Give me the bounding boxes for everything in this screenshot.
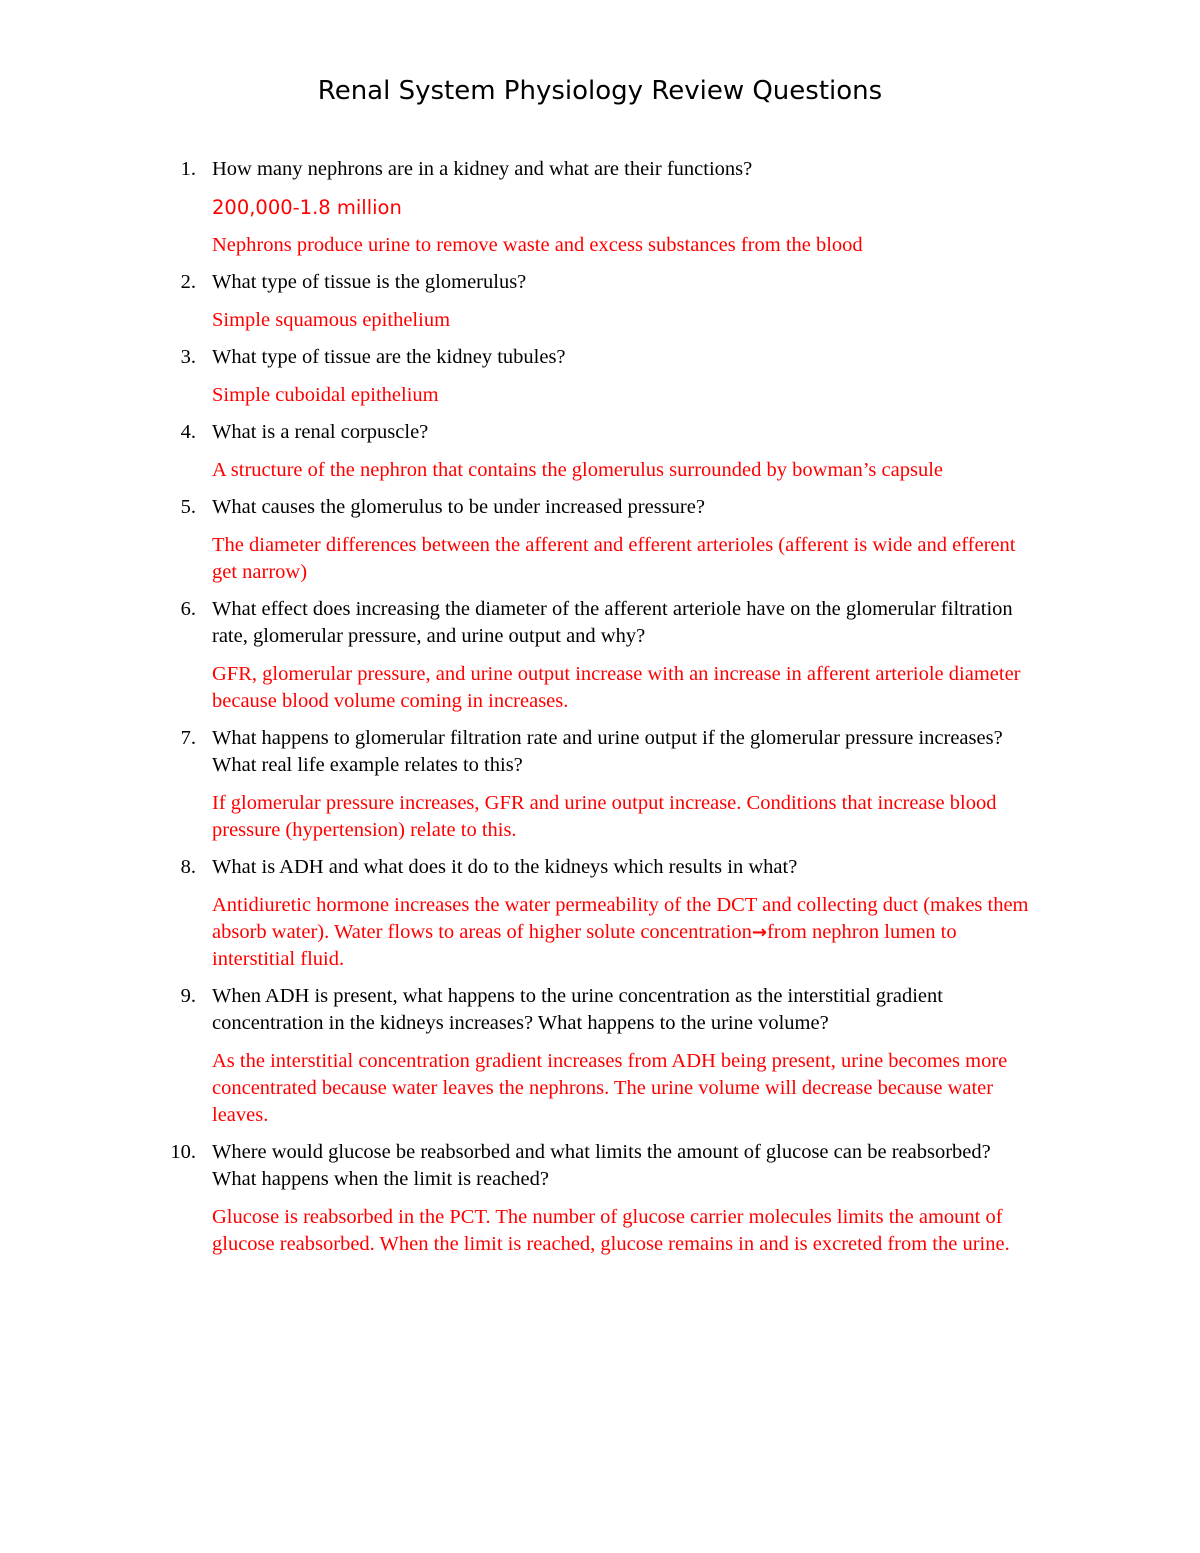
answer-text: GFR, glomerular pressure, and urine output increase with an increase in afferent arteriole diameter because blood volume coming in increases. bbox=[212, 663, 1021, 712]
question-row bbox=[0, 596, 1032, 650]
question-text: What is ADH and what does it do to the kidneys which results in what? bbox=[212, 856, 798, 878]
question-item-3 bbox=[0, 344, 1200, 409]
question-number: 2. bbox=[180, 271, 196, 293]
question-number: 3. bbox=[180, 346, 196, 368]
answer-text: If glomerular pressure increases, GFR and urine output increase. Conditions that increase blood pressure (hypertension) relate to this. bbox=[212, 792, 997, 841]
question-item-7 bbox=[0, 725, 1200, 844]
answer-text: Glucose is reabsorbed in the PCT. The number of glucose carrier molecules limits the amount of glucose reabsorbed. When the limit is reached, glucose remains in and is excreted from the urine. bbox=[212, 1206, 1010, 1255]
question-text: Where would glucose be reabsorbed and what limits the amount of glucose can be reabsorbed? What happens when the limit is reached? bbox=[212, 1141, 991, 1190]
question-text: How many nephrons are in a kidney and what are their functions? bbox=[212, 158, 753, 180]
question-row bbox=[0, 725, 1032, 779]
answer-text-before-arrow: Antidiuretic hormone increases the water permeability of the DCT and collecting duct (makes them absorb water). Water flows to areas of higher solute concentration bbox=[212, 894, 1029, 943]
answer-text: Nephrons produce urine to remove waste and excess substances from the blood bbox=[212, 234, 863, 256]
answer-text: 200,000-1.8 million bbox=[212, 196, 402, 219]
question-item-1 bbox=[0, 156, 1200, 259]
question-text: What effect does increasing the diameter of the afferent arteriole have on the glomerular filtration rate, glomerular pressure, and urine output and why? bbox=[212, 598, 1013, 647]
question-item-8 bbox=[0, 854, 1200, 973]
page-title: Renal System Physiology Review Questions bbox=[317, 76, 883, 106]
question-row bbox=[0, 344, 1032, 371]
question-text: What happens to glomerular filtration rate and urine output if the glomerular pressure increases? What real life example relates to this? bbox=[212, 727, 1003, 776]
answer-text-after-arrow: from nephron lumen to interstitial fluid. bbox=[212, 921, 957, 970]
question-number: 8. bbox=[180, 856, 196, 878]
answer-text bbox=[0, 892, 1032, 973]
question-number: 4. bbox=[180, 421, 196, 443]
answer-text: Simple cuboidal epithelium bbox=[212, 384, 439, 406]
answer-text: A structure of the nephron that contains the glomerulus surrounded by bowman’s capsule bbox=[212, 459, 944, 481]
question-list bbox=[0, 156, 1200, 1268]
question-item-6 bbox=[0, 596, 1200, 715]
question-row bbox=[0, 419, 1032, 446]
question-text: What type of tissue is the glomerulus? bbox=[212, 271, 527, 293]
question-item-2 bbox=[0, 269, 1200, 334]
answer-text: As the interstitial concentration gradient increases from ADH being present, urine becomes more concentrated because water leaves the nephrons. The urine volume will decrease because water leaves. bbox=[212, 1050, 1008, 1126]
question-row bbox=[0, 156, 1032, 183]
right-arrow-icon: → bbox=[751, 922, 767, 943]
question-text: What causes the glomerulus to be under increased pressure? bbox=[212, 496, 705, 518]
question-item-4 bbox=[0, 419, 1200, 484]
question-number: 7. bbox=[180, 727, 196, 749]
question-number: 6. bbox=[180, 598, 196, 620]
question-text: What type of tissue are the kidney tubules? bbox=[212, 346, 566, 368]
question-row bbox=[0, 854, 1032, 881]
question-item-10 bbox=[0, 1139, 1200, 1258]
question-row bbox=[0, 494, 1032, 521]
question-row bbox=[0, 269, 1032, 296]
question-number: 10. bbox=[170, 1141, 196, 1163]
question-number: 5. bbox=[180, 496, 196, 518]
question-number: 9. bbox=[180, 985, 196, 1007]
question-text: When ADH is present, what happens to the urine concentration as the interstitial gradient concentration in the kidneys increases? What happens to the urine volume? bbox=[212, 985, 943, 1034]
question-row bbox=[0, 983, 1032, 1037]
answer-text: Simple squamous epithelium bbox=[212, 309, 451, 331]
answer-text: The diameter differences between the afferent and efferent arterioles (afferent is wide and efferent get narrow) bbox=[212, 534, 1016, 583]
question-item-5 bbox=[0, 494, 1200, 586]
question-number: 1. bbox=[180, 158, 196, 180]
question-text: What is a renal corpuscle? bbox=[212, 421, 429, 443]
question-row bbox=[0, 1139, 1032, 1193]
question-item-9 bbox=[0, 983, 1200, 1129]
